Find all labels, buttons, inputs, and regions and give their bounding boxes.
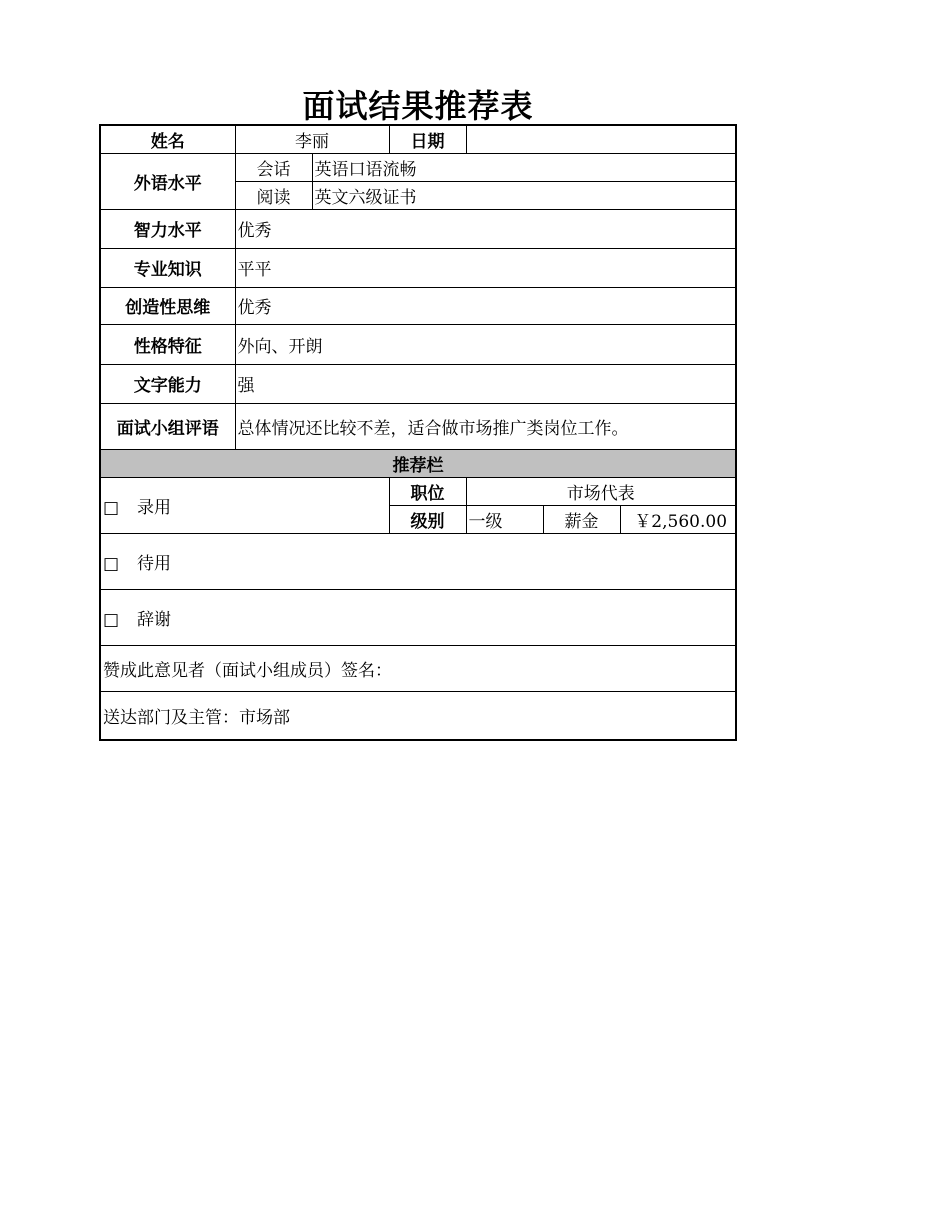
professional-knowledge-value[interactable]: 平平 [235, 248, 736, 287]
pending-option-label: 待用 [137, 553, 171, 574]
writing-label: 文字能力 [100, 364, 235, 403]
salary-value[interactable]: ￥2,560.00 [620, 505, 736, 533]
row-personality [100, 324, 736, 364]
row-creative-thinking [100, 287, 736, 324]
recommendation-section-header: 推荐栏 [100, 449, 736, 477]
panel-comment-label: 面试小组评语 [100, 403, 235, 449]
position-label: 职位 [389, 477, 466, 505]
decline-option-label: 辞谢 [137, 609, 171, 630]
intelligence-label: 智力水平 [100, 209, 235, 248]
row-sent-to [100, 691, 736, 740]
row-conversation [100, 153, 736, 181]
pending-checkbox-icon[interactable]: □ [103, 553, 120, 574]
row-approvers [100, 645, 736, 691]
pending-option[interactable] [100, 533, 736, 589]
creative-thinking-value[interactable]: 优秀 [235, 287, 736, 324]
row-pending [100, 533, 736, 589]
professional-knowledge-label: 专业知识 [100, 248, 235, 287]
row-hire-position [100, 477, 736, 505]
name-label: 姓名 [100, 125, 235, 153]
row-decline [100, 589, 736, 645]
sent-to-field[interactable]: 送达部门及主管：市场部 [100, 691, 736, 740]
hire-option[interactable] [100, 477, 389, 533]
row-recommendation-header [100, 449, 736, 477]
page-title: 面试结果推荐表 [302, 87, 534, 125]
reading-value[interactable]: 英文六级证书 [312, 181, 736, 209]
hire-checkbox-icon[interactable]: □ [103, 497, 120, 518]
row-intelligence [100, 209, 736, 248]
name-value[interactable]: 李丽 [235, 125, 389, 153]
date-value[interactable] [466, 125, 736, 153]
intelligence-value[interactable]: 优秀 [235, 209, 736, 248]
row-name [100, 125, 736, 153]
row-professional-knowledge [100, 248, 736, 287]
conversation-label: 会话 [235, 153, 312, 181]
date-label: 日期 [389, 125, 466, 153]
row-writing [100, 364, 736, 403]
personality-label: 性格特征 [100, 324, 235, 364]
writing-value[interactable]: 强 [235, 364, 736, 403]
creative-thinking-label: 创造性思维 [100, 287, 235, 324]
salary-label: 薪金 [543, 505, 620, 533]
level-value[interactable]: 一级 [466, 505, 543, 533]
level-label: 级别 [389, 505, 466, 533]
decline-option[interactable] [100, 589, 736, 645]
foreign-language-label: 外语水平 [100, 153, 235, 209]
conversation-value[interactable]: 英语口语流畅 [312, 153, 736, 181]
personality-value[interactable]: 外向、开朗 [235, 324, 736, 364]
row-panel-comment [100, 403, 736, 449]
decline-checkbox-icon[interactable]: □ [103, 609, 120, 630]
interview-result-table [99, 124, 737, 741]
position-value[interactable]: 市场代表 [466, 477, 736, 505]
hire-option-label: 录用 [137, 497, 171, 518]
approvers-signature-field[interactable]: 赞成此意见者（面试小组成员）签名： [100, 645, 736, 691]
panel-comment-value[interactable]: 总体情况还比较不差，适合做市场推广类岗位工作。 [235, 403, 736, 449]
reading-label: 阅读 [235, 181, 312, 209]
